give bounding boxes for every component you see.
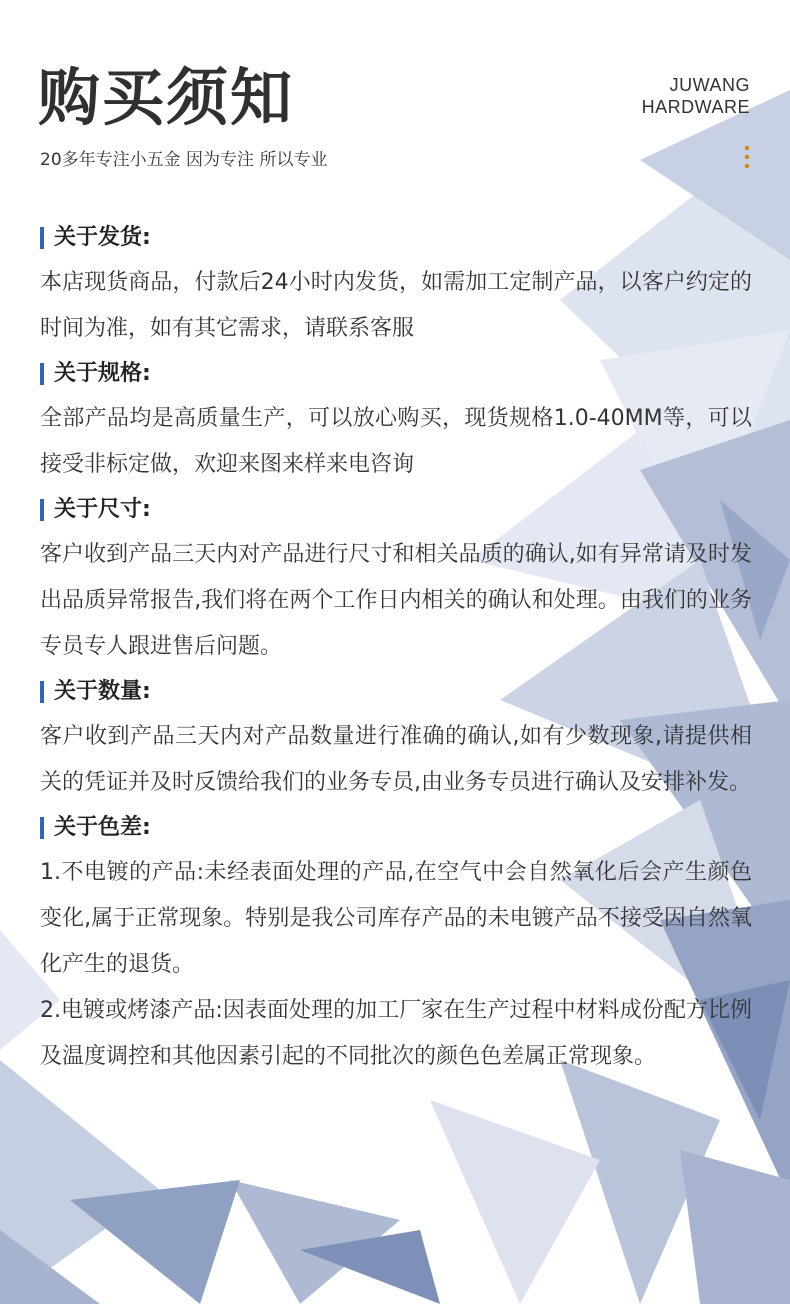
slogan: 20多年专注小五金 因为专注 所以专业 (40, 150, 328, 170)
section-paragraph: 客户收到产品三天内对产品数量进行准确的确认,如有少数现象,请提供相关的凭证并及时反馈给我们的业务专员,由业务专员进行确认及安排补发。 (40, 724, 752, 795)
section-quantity (40, 670, 752, 806)
section-paragraph: 本店现货商品，付款后24小时内发货，如需加工定制产品，以客户约定的时间为准，如有其它需求，请联系客服 (40, 270, 752, 341)
section-color-difference (40, 806, 752, 1080)
section-specification (40, 352, 752, 488)
section-paragraph: 全部产品均是高质量生产，可以放心购买，现货规格1.0-40MM等，可以接受非标定做，欢迎来图来样来电咨询 (40, 406, 752, 477)
section-title: 关于规格: (40, 352, 752, 396)
section-paragraph: 2.电镀或烤漆产品:因表面处理的加工厂家在生产过程中材料成份配方比例及温度调控和其他因素引起的不同批次的颜色色差属正常现象。 (40, 998, 752, 1069)
brand-line-1: JUWANG (669, 75, 750, 95)
section-title: 关于色差: (40, 806, 752, 850)
section-shipping (40, 216, 752, 352)
orange-dots-icon (745, 146, 749, 168)
brand-name (642, 74, 750, 118)
section-size (40, 488, 752, 670)
notice-sections (40, 216, 752, 1080)
brand-line-2: HARDWARE (641, 97, 750, 117)
section-title: 关于发货: (40, 216, 752, 260)
section-paragraph: 客户收到产品三天内对产品进行尺寸和相关品质的确认,如有异常请及时发出品质异常报告,我们将在两个工作日内相关的确认和处理。由我们的业务专员专人跟进售后问题。 (40, 542, 752, 659)
section-paragraph: 1.不电镀的产品:未经表面处理的产品,在空气中会自然氧化后会产生颜色变化,属于正常现象。特别是我公司库存产品的未电镀产品不接受因自然氧化产生的退货。 (40, 860, 752, 977)
section-title: 关于数量: (40, 670, 752, 714)
section-title: 关于尺寸: (40, 488, 752, 532)
page-title: 购买须知 (38, 61, 295, 134)
